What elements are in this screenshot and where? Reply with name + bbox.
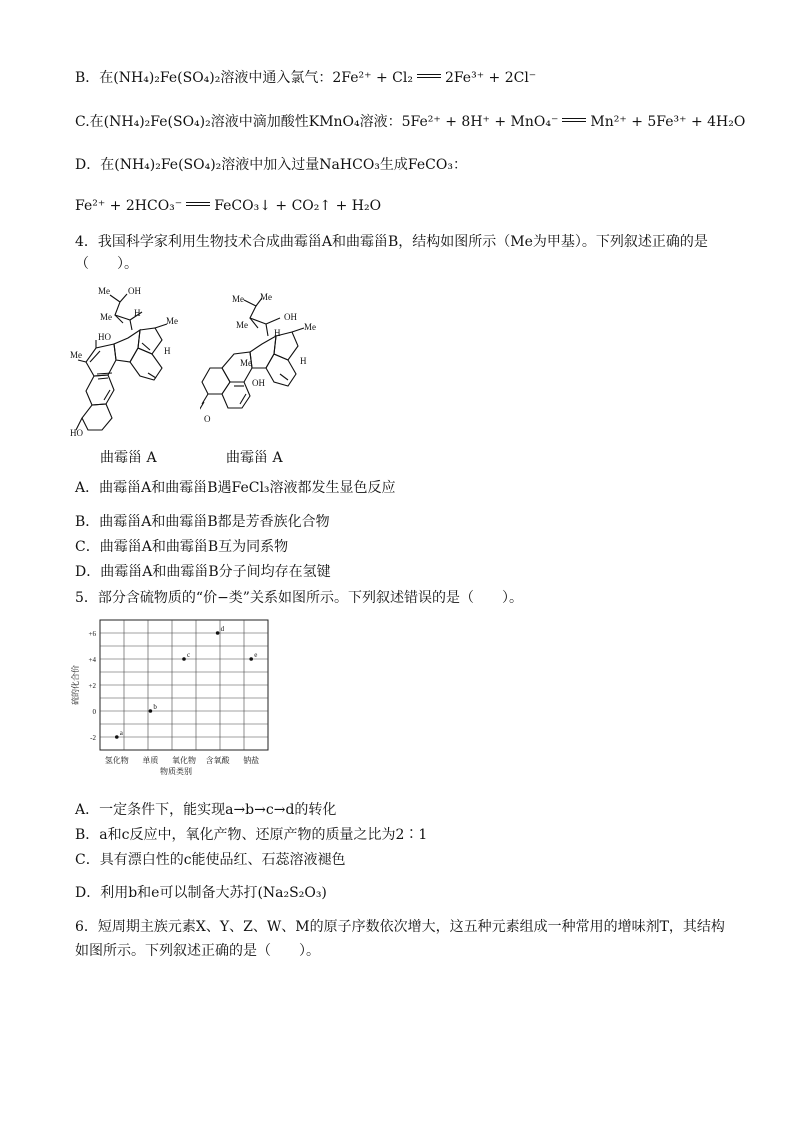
molecule-b-structure	[200, 288, 335, 428]
equals-sign	[562, 118, 586, 122]
mol-a-me-label: Me	[100, 312, 112, 322]
q5-option-d: D．利用b和e可以制备大苏打(Na₂S₂O₃)	[75, 885, 327, 901]
x-tick-label: 钠盐	[243, 756, 260, 765]
q3-option-c: C.在(NH₄)₂Fe(SO₄)₂溶液中滴加酸性KMnO₄溶液：5Fe²⁺ + 8H⁺ + MnO₄⁻ Mn²⁺ + 5Fe³⁺ + 4H₂O	[75, 114, 746, 130]
q4-stem: 4．我国科学家利用生物技术合成曲霉甾A和曲霉甾B，结构如图所示（Me为甲基）。下列叙述正确的是	[75, 234, 708, 250]
mol-a-me-label: Me	[166, 316, 178, 326]
mol-b-o-label: O	[204, 414, 211, 424]
q4-option-c: C．曲霉甾A和曲霉甾B互为同系物	[75, 539, 289, 555]
equals-sign	[186, 202, 210, 206]
mol-b-me-label: Me	[260, 292, 272, 302]
data-label-a: a	[119, 729, 123, 737]
y-tick-label: +2	[88, 682, 96, 690]
q5-option-c: C．具有漂白性的c能使品红、石蕊溶液褪色	[75, 852, 346, 868]
mol-a-me-label: Me	[98, 286, 110, 296]
compound-formula: (NH₄)₂Fe(SO₄)₂	[114, 157, 222, 173]
valence-class-chart	[70, 612, 280, 797]
q3-option-d-equation: Fe²⁺ + 2HCO₃⁻ FeCO₃↓ + CO₂↑ + H₂O	[75, 198, 382, 214]
equals-sign	[417, 74, 441, 78]
data-point-d	[216, 631, 220, 635]
molecule-a-caption: 曲霉甾 A	[100, 450, 157, 466]
x-tick-label: 氢化物	[104, 756, 129, 765]
mol-a-me-label: Me	[70, 350, 82, 360]
q3-option-b: B．在(NH₄)₂Fe(SO₄)₂溶液中通入氯气：2Fe²⁺ + Cl₂ 2Fe³⁺ + 2Cl⁻	[75, 70, 537, 86]
mol-b-me-label: Me	[304, 322, 316, 332]
data-point-a	[115, 735, 119, 739]
mol-b-me-label: Me	[232, 294, 244, 304]
y-tick-label: 0	[92, 708, 96, 716]
compound-formula: (NH₄)₂Fe(SO₄)₂	[103, 114, 211, 130]
y-axis-label: 硫的化合价	[71, 665, 80, 705]
y-tick-label: +6	[88, 630, 96, 638]
data-label-c: c	[187, 651, 191, 659]
q3-option-d: D．在(NH₄)₂Fe(SO₄)₂溶液中加入过量NaHCO₃生成FeCO₃：	[75, 157, 467, 173]
molecule-a-structure	[70, 280, 200, 445]
data-label-d: d	[220, 625, 225, 633]
y-tick-label: +4	[88, 656, 96, 664]
q6-stem-cont: 如图所示。下列叙述正确的是（ ）。	[75, 943, 320, 959]
q4-option-d: D．曲霉甾A和曲霉甾B分子间均存在氢键	[75, 564, 331, 580]
q4-option-a: A．曲霉甾A和曲霉甾B遇FeCl₃溶液都发生显色反应	[75, 480, 396, 496]
q6-stem: 6．短周期主族元素X、Y、Z、W、M的原子序数依次增大，这五种元素组成一种常用的增味剂T，其结构	[75, 919, 725, 935]
x-axis-label: 物质类别	[160, 767, 192, 776]
mol-b-h-label: H	[274, 328, 281, 338]
q4-option-b: B．曲霉甾A和曲霉甾B都是芳香族化合物	[75, 514, 330, 530]
mol-b-me-label: Me	[236, 320, 248, 330]
x-tick-label: 氧化物	[172, 756, 196, 765]
mol-b-me-label: Me	[240, 358, 252, 368]
q5-stem: 5．部分含硫物质的“价−类”关系如图所示。下列叙述错误的是（ ）。	[75, 590, 523, 606]
molecule-b-caption: 曲霉甾 A	[226, 450, 283, 466]
compound-formula: (NH₄)₂Fe(SO₄)₂	[113, 70, 221, 86]
data-point-b	[149, 709, 153, 713]
mol-a-ho-label: HO	[98, 332, 111, 342]
y-tick-label: -2	[90, 734, 96, 742]
mol-a-oh-label: OH	[128, 286, 141, 296]
q5-option-b: B．a和c反应中，氧化产物、还原产物的质量之比为2∶1	[75, 827, 428, 843]
data-point-c	[182, 657, 186, 661]
q5-option-a: A．一定条件下，能实现a→b→c→d的转化	[75, 802, 337, 818]
q4-stem-paren: （ ）。	[75, 256, 138, 272]
mol-a-ho-label: HO	[70, 428, 83, 438]
data-point-e	[249, 657, 253, 661]
mol-a-h-label: H	[134, 308, 141, 318]
mol-b-h-label: H	[300, 356, 307, 366]
mol-b-oh-label: OH	[252, 378, 265, 388]
data-label-e: e	[254, 651, 258, 659]
x-tick-label: 单质	[142, 756, 159, 765]
mol-b-oh-label: OH	[284, 312, 297, 322]
mol-a-h-label: H	[164, 346, 171, 356]
x-tick-label: 含氧酸	[205, 756, 230, 765]
data-label-b: b	[153, 703, 157, 711]
